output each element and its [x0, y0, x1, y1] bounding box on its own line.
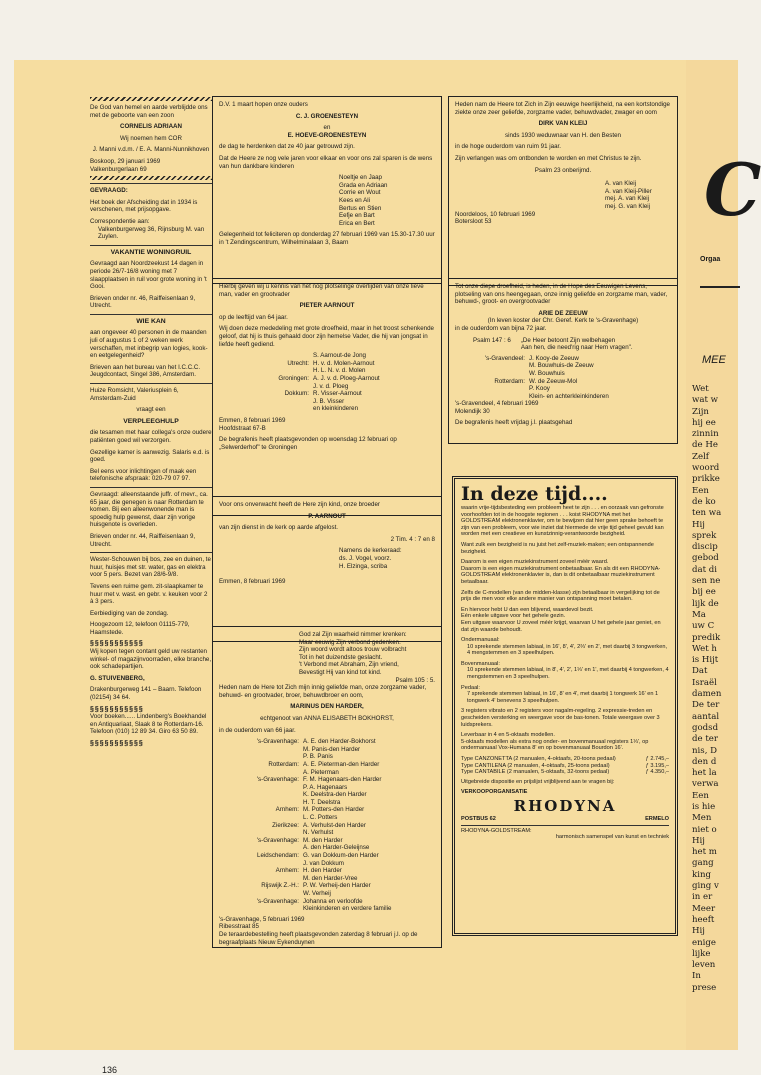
notice-den-harder	[212, 626, 442, 948]
ad-postbus: POSTBUS 62	[461, 815, 496, 822]
edge-line: enige	[692, 937, 716, 948]
ad-footer: RHODYNA-GOLDSTREAM:	[461, 827, 532, 834]
row-name: A. Verhulst-den Harder	[303, 821, 366, 829]
row-name: J. v. d. Ploeg	[313, 382, 349, 390]
poem-ref: Psalm 105 : 5.	[395, 676, 435, 684]
ad-paragraph: Daarom is een eigen muziekinstrument zoveel méér waard.	[461, 559, 609, 566]
row-name: P. A. Hagenaars	[303, 783, 348, 791]
kid: mej. A. van Kleij	[605, 195, 650, 203]
poem-line: God zal Zijn waarheid nimmer krenken:	[299, 631, 407, 638]
row-name: H. v. d. Molen-Aarnout	[313, 359, 375, 367]
kid: A. van Kleij-Piller	[605, 187, 652, 195]
edge-line: Wet h	[692, 643, 717, 654]
edge-line: den d	[692, 756, 717, 767]
left-column	[90, 94, 212, 748]
ad-rhodyna	[452, 476, 678, 936]
row-place	[229, 875, 303, 883]
row-name: A. Pieterman	[303, 768, 339, 776]
price-type: Type CANTABILE (2 manualen, 5-oktaafs, 32-toons pedaal)	[461, 769, 610, 776]
row-name: A. J. v. d. Ploeg-Aarnout	[313, 374, 380, 382]
row-name: J. Kooy-de Zeeuw	[529, 354, 579, 362]
ad-corr-address: Valkenburgerweg 36, Rijnsburg M. van Zuylen.	[98, 225, 205, 241]
ad-name: G. STUIVENBERG,	[90, 674, 145, 682]
notice-place: 's-Gravenhage, 5 februari 1969	[219, 915, 305, 923]
row-name: A. den Harder-Geleijnse	[303, 844, 370, 852]
edge-line: Ma	[692, 609, 706, 620]
notice-line: in de ouderdom van bijna 72 jaar.	[455, 324, 547, 332]
ad-wester-schouwen	[90, 556, 212, 636]
birth-call: Wij noemen hem COR	[120, 134, 182, 142]
spec-title: Ondermanuaal:	[461, 637, 500, 644]
ad-sub: vraagt een	[136, 406, 166, 414]
row-name: H. T. Deelstra	[303, 798, 341, 806]
row-place	[229, 791, 303, 799]
ad-paragraph: Zelfs de C-modellen (van de midden-klasse) zijn betaalbaar in vergelijking tot de prijs die men voor elke andere manier van ontspanning moet betalen.	[461, 589, 660, 603]
row-name: Kleinkinderen en verdere familie	[303, 905, 392, 913]
kid: Eefje en Bart	[339, 212, 375, 220]
edge-line: uw C	[692, 621, 715, 632]
edge-line: is hie	[692, 801, 716, 812]
poem-line: Maar eeuwig Zijn verbond gedenken.	[299, 638, 401, 646]
row-name: S. Aarnout-de Jong	[313, 352, 366, 360]
row-place: 's-Gravenhage:	[256, 738, 299, 746]
ornament-border	[90, 97, 212, 101]
ad-headline: In deze tijd....	[461, 483, 608, 505]
notice-line: sinds 1930 weduwnaar van H. den Besten	[505, 131, 621, 139]
ad-footer: harmonisch samenspel van kunst en techniek	[555, 834, 669, 841]
birth-address: Valkenburgerlaan 69	[90, 165, 147, 173]
row-name: W. Verheij	[303, 890, 331, 897]
edge-line: dat di	[692, 564, 718, 575]
row-place	[239, 398, 313, 406]
row-name: W. Bouwhuis	[529, 369, 565, 377]
sig-name: H. Elzinga, scriba	[339, 562, 388, 570]
ad-boeken: Voor boeken...... Lindenberg's Boekhandel en Antiquariaat, Slaak 8 te Rotterdam-16. Telefoon (010) 12 89 34. Giro 63 50 89.	[90, 713, 207, 736]
kid: Bertus en Stien	[339, 204, 382, 212]
notice-place: 's-Gravendeel, 4 februari 1969	[455, 400, 539, 408]
row-name: P. W. Verheij-den Harder	[303, 882, 371, 890]
notice-line: Dat de Heere ze nog vele jaren voor elkaar en voor ons zal sparen is de wens van hun dankbare kinderen	[219, 154, 433, 170]
notice-line: de dag te herdenken dat ze 40 jaar getrouwd zijn.	[219, 143, 355, 151]
notice-line: D.V. 1 maart hopen onze ouders	[219, 101, 308, 108]
notice-line: in de ouderdom van 66 jaar.	[219, 726, 296, 734]
edge-line: hij ee	[692, 417, 716, 428]
notice-name: PIETER AARNOUT	[299, 302, 355, 310]
edge-text	[692, 384, 721, 994]
price-value: ƒ 3.195,–	[645, 762, 669, 769]
row-name: H. den Harder	[303, 867, 342, 875]
ornament-border: §§§§§§§§§§§	[90, 640, 144, 648]
ad-text: Wester-Schouwen bij bos, zee en duinen, te huur, huisjes met str. water, gas en elektra voor 5 pers. Bezet van 28/6-9/8.	[90, 556, 211, 579]
edge-line: predik	[692, 632, 721, 643]
spec-text: Leverbaar in 4 en 5-oktaafs modellen.	[461, 732, 555, 739]
edge-line: gang	[692, 858, 714, 869]
edge-line: het la	[692, 768, 717, 779]
edge-line: gebod	[692, 553, 719, 564]
ad-paragraph: En hiervoor hebt U dan een blijvend, waardevol bezit.	[461, 606, 594, 613]
edge-line: prese	[692, 982, 717, 993]
ad-title: VERPLEEGHULP	[123, 417, 179, 425]
edge-line: godsd	[692, 722, 719, 733]
spec-title: Bovenmanuaal:	[461, 660, 500, 667]
ad-paragraph: Eén enkele uitgave voor het gehele gezin.	[461, 613, 566, 620]
notice-kids	[455, 180, 671, 210]
edge-line: in er	[692, 892, 713, 903]
notice-name: E. HOEVE-GROENESTEYN	[287, 131, 367, 139]
kid: Grada en Adriaan	[339, 181, 388, 189]
edge-line: discip	[692, 542, 718, 553]
spec-text: 10 sprekende stemmen labiaal, in 8', 4', 2', 1⅓' en 1', met daarbij 4 tongwerken, 4 mengstemmen en 3 speelhulpen.	[467, 667, 669, 681]
notice-line: Voor ons onverwacht heeft de Here zijn kind, onze broeder	[219, 501, 380, 508]
price-type: Type CANTILENA (2 manualen, 4-oktaafs, 25-toons pedaal)	[461, 762, 610, 769]
ad-vakantie	[90, 249, 212, 310]
ad-wij-kopen	[90, 648, 212, 702]
notice-name: C. J. GROENESTEYN	[295, 112, 359, 120]
ad-note: Gezellige kamer is aanwezig. Salaris e.d. is goed.	[90, 448, 210, 464]
notice-footer: De begrafenis heeft plaatsgevonden op woensdag 12 februari op „Selwerderhof" te Groningen	[219, 436, 397, 451]
row-place	[229, 844, 303, 852]
ad-note: Bel eens voor inlichtingen of maak een telefonische afspraak: 020-79 07 97.	[90, 467, 197, 483]
kid: mej. G. van Kleij	[605, 202, 651, 210]
notice-place: Emmen, 8 februari 1969	[219, 416, 286, 424]
spec-text: 7 sprekende stemmen labiaal, in 16', 8' en 4', met daarbij 1 tongwerk 16' en 1 tongwerk 4' benevens 3 speelhulpen.	[467, 691, 659, 704]
birth-intro: De God van hemel en aarde verblijdde ons met de geboorte van een zoon	[90, 104, 208, 119]
edge-line: aantal	[692, 711, 720, 722]
row-name: R. Visser-Aarnout	[313, 390, 362, 398]
ad-address: Drakenburgerweg 141 – Baarn. Telefoon (02154) 34 64.	[90, 686, 202, 702]
birth-announcement	[90, 104, 212, 173]
notice-line: Heden nam de Heere tot Zich in Zijn eeuwige heerlijkheid, na een kortstondige ziekte onze zeer geliefde, zorgzame vader, behuwdvader, zwager en oom	[455, 101, 670, 116]
row-place	[455, 362, 529, 370]
ad-text: Huize Romsicht, Valeriusplein 6, Amsterdam-Zuid	[90, 387, 179, 402]
ad-text: Eerbiediging van de zondag.	[90, 609, 169, 617]
ad-text: aan ongeveer 40 personen in de maanden juli of augustus 1 of 2 weken werk verschaffen, met inbegrip van logies, kook- en eetgelegenheid?	[90, 329, 208, 360]
notice-place: Emmen, 8 februari 1969	[219, 578, 286, 586]
birth-place: Boskoop, 29 januari 1969	[90, 157, 161, 165]
ad-paragraph: waarin vrije-tijdsbesteding een probleem heet te zijn . . . en oorzaak van gefronste voorhoofden tot in de hoogste regionen . . . koist RHODYNA met het GOLDSTREAM elektronenklavier, om te bewijzen dat hier geen sprake behoeft te zijn van een probleem, voor wie inziet dat hiermede de vrije tijd geheel gevuld kan worden met een creatieve en kunstzinnig-verantwoorde bezigheid.	[461, 505, 664, 538]
masthead-letter: C	[704, 147, 761, 232]
notice-family	[455, 355, 671, 401]
notice-name: P. AARNOUT	[308, 512, 346, 520]
newspaper-page	[14, 60, 686, 1075]
edge-line: Hij	[692, 519, 705, 530]
masthead-sub: Orgaa	[700, 256, 721, 263]
sig-name: ds. J. Vogel, voorz.	[339, 554, 392, 562]
notice-name: MARINUS DEN HARDER,	[290, 703, 364, 711]
row-place: Utrecht:	[287, 359, 309, 367]
row-place	[455, 385, 529, 393]
row-name: L. C. Potters	[303, 814, 338, 822]
row-place	[239, 383, 313, 391]
row-name: H. L. N. v. d. Molen	[313, 367, 366, 375]
poem-line: 't Verbond met Abraham, Zijn vriend,	[299, 661, 399, 669]
edge-line: ten wa	[692, 508, 722, 519]
notice-name: DIRK VAN KLEIJ	[538, 120, 588, 128]
notice-sub: echtgenoot van ANNA ELISABETH BOKHORST,	[260, 714, 394, 722]
row-place	[239, 367, 313, 375]
spec-title: Pedaal:	[461, 684, 480, 691]
row-place	[229, 784, 303, 792]
row-place: 's-Gravendeel:	[484, 354, 525, 362]
row-place	[455, 370, 529, 378]
section-heading: MEE	[702, 354, 726, 366]
edge-line: de ko	[692, 496, 716, 507]
row-place: Rotterdam:	[494, 377, 525, 385]
edge-line: Een	[692, 790, 709, 801]
edge-line: heeft	[692, 914, 715, 925]
edge-line: woord	[692, 463, 720, 474]
notice-ref: 2 Tim. 4 : 7 en 8	[390, 535, 435, 543]
poem	[219, 631, 435, 684]
row-name: M. den Harder-Vree	[303, 874, 358, 882]
edge-line: Meer	[692, 903, 716, 914]
edge-line: niet o	[692, 824, 717, 835]
edge-line: Een	[692, 485, 709, 496]
ad-paragraph: Daarom is een eigen muziekinstrument onbetaalbaar. En als dit een RHODYNA-GOLDSTREAM elektronenklavier is, dan is dit onbetaalbaar muziekinstrument betaalbaar.	[461, 565, 661, 585]
ad-paragraph: Een uitgave waarvoor U zoveel méér krijgt, waarvan U het gehele jaar geniet, en dat zijn waarde behoudt.	[461, 619, 661, 633]
edge-line: damen	[692, 689, 722, 700]
edge-line: wat w	[692, 395, 719, 406]
notice-groenesteyn	[212, 96, 442, 284]
row-place: Rijswijk Z.-H.:	[261, 882, 299, 890]
row-name: J. van Dokkum	[303, 859, 344, 867]
row-place	[229, 814, 303, 822]
row-place: Leidschendam:	[257, 852, 299, 860]
row-place: Zierikzee:	[272, 821, 299, 829]
ad-text: Wij kopen tegen contant geld uw restanten winkel- of magazijnvoorraden, elke branche, ook schadepartijen.	[90, 648, 212, 671]
kid: Kees en Ali	[339, 196, 370, 204]
row-name: en kleinkinderen	[313, 405, 359, 413]
row-name: A. E. den Harder-Bokhorst	[303, 738, 376, 746]
rule	[700, 286, 740, 288]
row-name: M. den Harder	[303, 836, 343, 844]
notice-sub: (In leven koster der Chr. Geref. Kerk te 's-Gravenhage)	[487, 317, 639, 325]
ad-text: Gevraagd aan Noordzeekust 14 dagen in periode 26/7-16/8 woning met 7 slaapplaatsen in ruil voor grote woning in 't Gooi.	[90, 260, 207, 291]
row-name: K. Deelstra-den Harder	[303, 791, 367, 799]
ad-title: GEVRAAGD:	[90, 187, 128, 195]
edge-line: de He	[692, 440, 718, 451]
row-place: 's-Gravenhage:	[256, 897, 299, 905]
edge-line: prikke	[692, 474, 720, 485]
edge-line: sprek	[692, 530, 717, 541]
row-place	[229, 829, 303, 837]
notice-aarnout-church	[212, 496, 442, 642]
notice-place: Noordeloos, 10 februari 1969	[455, 210, 536, 218]
notice-aarnout	[212, 278, 442, 516]
notice-family	[219, 738, 435, 913]
row-name: G. van Dokkum-den Harder	[303, 852, 379, 860]
edge-line: leven	[692, 960, 716, 971]
poem-line: Zijn woord wordt altoos trouw volbracht	[299, 646, 407, 654]
brand-logo: RHODYNA	[513, 796, 617, 815]
row-name: M. Potters-den Harder	[303, 806, 365, 814]
row-name: J. B. Visser	[313, 397, 345, 405]
ad-reply: Brieven aan het bureau van het I.C.C.C. Jeugdcontact, Singel 386, Amsterdam.	[90, 363, 201, 379]
kid: Erica en Bert	[339, 219, 375, 227]
edge-line: ging v	[692, 881, 719, 892]
price-list	[461, 756, 669, 776]
psalm-line: Aan hen, die need'rig naar Hem vragen".	[520, 344, 633, 352]
row-name: W. de Zeeuw-Mol	[529, 377, 578, 385]
row-name: M. Panis-den Harder	[303, 745, 361, 753]
row-place	[229, 799, 303, 807]
kid: Noeltje en Jaap	[339, 174, 382, 182]
row-name: F. M. Hagenaars-den Harder	[303, 776, 382, 784]
spec-text: 5-oktaafs modellen als extra nog onder- en bovenmanuaal registers 1⅓', op ondermanuaal Vox-Humana 8' en op bovenmanuaal Bourdon 16'.	[461, 738, 649, 752]
ad-huize-romsicht	[90, 387, 212, 483]
row-place	[229, 746, 303, 754]
edge-line: lijke	[692, 948, 711, 959]
ad-text: Gevraagd: alleenstaande juffr. of mevr., ca. 65 jaar, die genegen is naar Rotterdam te komen. Bij een alleenwonende man is spoedig hulp gewenst, daar zijn vorige huisgenote is overleden.	[90, 490, 208, 529]
psalm-line: „De Heer betoont Zijn welbehagen	[520, 336, 616, 344]
notice-line: en	[323, 124, 331, 132]
kid: A. van Kleij	[605, 180, 636, 188]
ad-text: Het boek der Afscheiding dat in 1934 is verschenen, met prijsopgave.	[90, 198, 198, 214]
edge-line: verwa	[692, 779, 719, 790]
notice-line: op de leeftijd van 64 jaar.	[219, 313, 288, 321]
edge-line: king	[692, 869, 711, 880]
notice-footer: De teraardebestelling heeft plaatsgevonden zaterdag 8 februari j.l. op de begraafplaats Nieuw Eykenduynen	[219, 930, 418, 946]
row-place	[229, 860, 303, 868]
row-place: Dokkum:	[284, 390, 309, 398]
edge-line: de ter	[692, 734, 718, 745]
ad-gevraagd-book	[90, 187, 212, 241]
row-name: Klein- en achterkleinkinderen	[529, 392, 609, 400]
notice-address: Botersloot 53	[455, 218, 492, 226]
psalm-ref: Psalm 147 : 6	[473, 336, 511, 344]
price-value: ƒ 4.350,–	[645, 769, 669, 776]
ad-verk: VERKOOPORGANISATIE	[461, 789, 528, 796]
row-place	[229, 769, 303, 777]
edge-line: Men	[692, 813, 712, 824]
notice-footer: De begrafenis heeft vrijdag j.l. plaatsgehad	[455, 418, 573, 426]
ad-address: Hoogezoom 12, telefoon 01115-779, Haamstede.	[90, 621, 190, 636]
ad-corr: Correspondentie aan:	[90, 217, 150, 225]
edge-line: sen ne	[692, 576, 721, 587]
edge-line: Wet	[692, 384, 709, 394]
ad-title: VAKANTIE WONINGRUIL	[110, 248, 192, 256]
notice-de-zeeuw	[448, 278, 678, 444]
ornament-border	[90, 176, 212, 180]
ad-gevraagd-juffr	[90, 491, 212, 548]
ad-paragraph: Uitgebreide dispositie en prijslijst vrijblijvend aan te vragen bij:	[461, 778, 615, 785]
notice-ref: Psalm 23 onberijmd.	[534, 166, 592, 174]
edge-line: Hij	[692, 926, 705, 937]
row-place	[239, 352, 313, 360]
row-place: Groningen:	[278, 374, 309, 382]
row-place: 's-Gravenhage:	[256, 836, 299, 844]
notice-name: ARIE DE ZEEUW	[538, 309, 588, 317]
edge-line: Dat	[692, 666, 708, 677]
ad-title: WIE KAN	[136, 317, 166, 325]
edge-line: Hij	[692, 835, 705, 846]
poem-line: Tot in het duizendste geslacht.	[299, 653, 383, 661]
notice-line: Hierbij geven wij u kennis van het nog plotselinge overlijden van onze lieve man, vader en grootvader	[219, 283, 424, 298]
birth-parents: J. Manni v.d.m. / E. A. Manni-Nunnikhoven	[92, 146, 210, 154]
row-place	[229, 905, 303, 913]
sig-label: Namens de kerkeraad:	[339, 547, 402, 555]
row-place: Rotterdam:	[268, 760, 299, 768]
next-page-edge	[686, 60, 761, 1050]
notice-line: Tot onze diepe droefheid, is heden, in de Hope des Eeuwigen Levens, plotseling van ons heengegaan, onze innig geliefde en zorgzame man, vader, behuwd-, groot- en overgrootvader	[455, 283, 668, 306]
row-name: Johanna en verloofde	[303, 897, 363, 905]
edge-line: De ter	[692, 700, 720, 711]
poem-line: Bevestigt Hij van kind tot kind.	[299, 668, 382, 676]
notice-line: Zijn verlangen was om ontbonden te worden en met Christus te zijn.	[455, 154, 642, 162]
row-name: M. Bouwhuis-de Zeeuw	[529, 362, 594, 370]
ad-paragraph: Want zulk een bezigheid is nu juist het zelf-muziek-maken; een ontspannende bezigheid.	[461, 541, 654, 555]
notice-address: Molendijk 30	[455, 407, 490, 415]
notice-line: van zijn dienst in de kerk op aarde afgelost.	[219, 524, 339, 532]
notice-signature	[219, 547, 435, 570]
notice-line: in de hoge ouderdom van ruim 91 jaar.	[455, 143, 561, 151]
row-place	[455, 393, 529, 401]
row-place: 's-Gravenhage:	[256, 776, 299, 784]
price-value: ƒ 2.745,–	[645, 756, 669, 762]
row-name: A. E. Pieterman-den Harder	[303, 760, 380, 768]
edge-line: Zelf	[692, 451, 709, 462]
ad-city: ERMELO	[645, 815, 669, 822]
row-place	[239, 405, 313, 413]
edge-line: bij ee	[692, 587, 716, 598]
row-place: Arnhem:	[275, 806, 299, 814]
row-place: Arnhem:	[275, 867, 299, 875]
row-place	[229, 753, 303, 761]
notice-line: Wij doen deze mededeling met grote droefheid, maar in het troost schenkende geloof, dat hij is thuis gehaald door zijn hemelse Vader, die hij van jongsat in liefde heeft gediend.	[219, 325, 434, 348]
row-name: P. Kooy	[529, 385, 550, 393]
edge-line: Israël	[692, 677, 717, 688]
spec-text: 3 registers vibrato en 2 registers voor nagalm-regeling. 2 expressie-treden en gescheiden versterking en weergave voor de bas-tonen. Totale weergave over 3 luidsprekers.	[461, 708, 660, 728]
edge-line: Zijn	[692, 406, 709, 417]
notice-address: Ribesstraat 85	[219, 923, 259, 931]
ornament-border: §§§§§§§§§§§	[90, 705, 144, 713]
edge-line: lijk de	[692, 598, 719, 609]
price-type: Type CANZONETTA (2 manualen, 4-oktaafs, 20-toons pedaal)	[461, 756, 616, 762]
edge-line: nis, D	[692, 745, 718, 756]
kid: Corrie en Wout	[339, 189, 381, 197]
ad-text: Tevens een ruime gem. zit-slaapkamer te huur met v. wast. en gebr. v. keuken voor 2 à 3 pers.	[90, 582, 208, 606]
row-place	[229, 890, 303, 898]
ad-reply: Brieven onder nr. 46, Raiffeisenlaan 9, Utrecht.	[90, 294, 196, 310]
ad-body: die tesamen met haar collega's onze oudere patiënten goed wil verzorgen.	[90, 429, 212, 444]
notice-address: Hoofdstraat 67-B	[219, 424, 266, 432]
row-name: N. Verhulst	[303, 829, 334, 837]
ornament-border: §§§§§§§§§§§	[90, 740, 144, 747]
notice-van-kleij	[448, 96, 678, 286]
notice-family	[219, 352, 435, 413]
row-name: P. B. Panis	[303, 753, 333, 761]
ad-reply: Brieven onder nr. 44, Raiffeisenlaan 9, Utrecht.	[90, 532, 196, 548]
edge-line: In	[692, 971, 701, 982]
notice-kids	[219, 174, 435, 227]
notice-line: Heden nam de Here tot Zich mijn innig geliefde man, onze zorgzame vader, behuwd- en grootvader, broer, behuwdbroer en oom,	[219, 684, 427, 699]
notice-psalm	[455, 337, 671, 352]
ad-wie-kan	[90, 318, 212, 379]
edge-line: is Hijt	[692, 655, 719, 666]
page-number: 136	[102, 1065, 118, 1075]
birth-name: CORNELIS ADRIAAN	[120, 123, 182, 131]
notice-footer: Gelegenheid tot feliciteren op donderdag 27 februari 1969 van 15.30-17.30 uur in 't Zendingscentrum, Wilhelminalaan 3, Baarn	[219, 231, 435, 246]
spec-text: 10 sprekende stemmen labiaal, in 16', 8', 4', 2⅔' en 2', met daarbij 3 tongwerken, 4 mengstemmen en 3 speelhulpen.	[467, 643, 667, 657]
edge-line: het m	[692, 847, 717, 858]
edge-line: zinnin	[692, 429, 719, 440]
